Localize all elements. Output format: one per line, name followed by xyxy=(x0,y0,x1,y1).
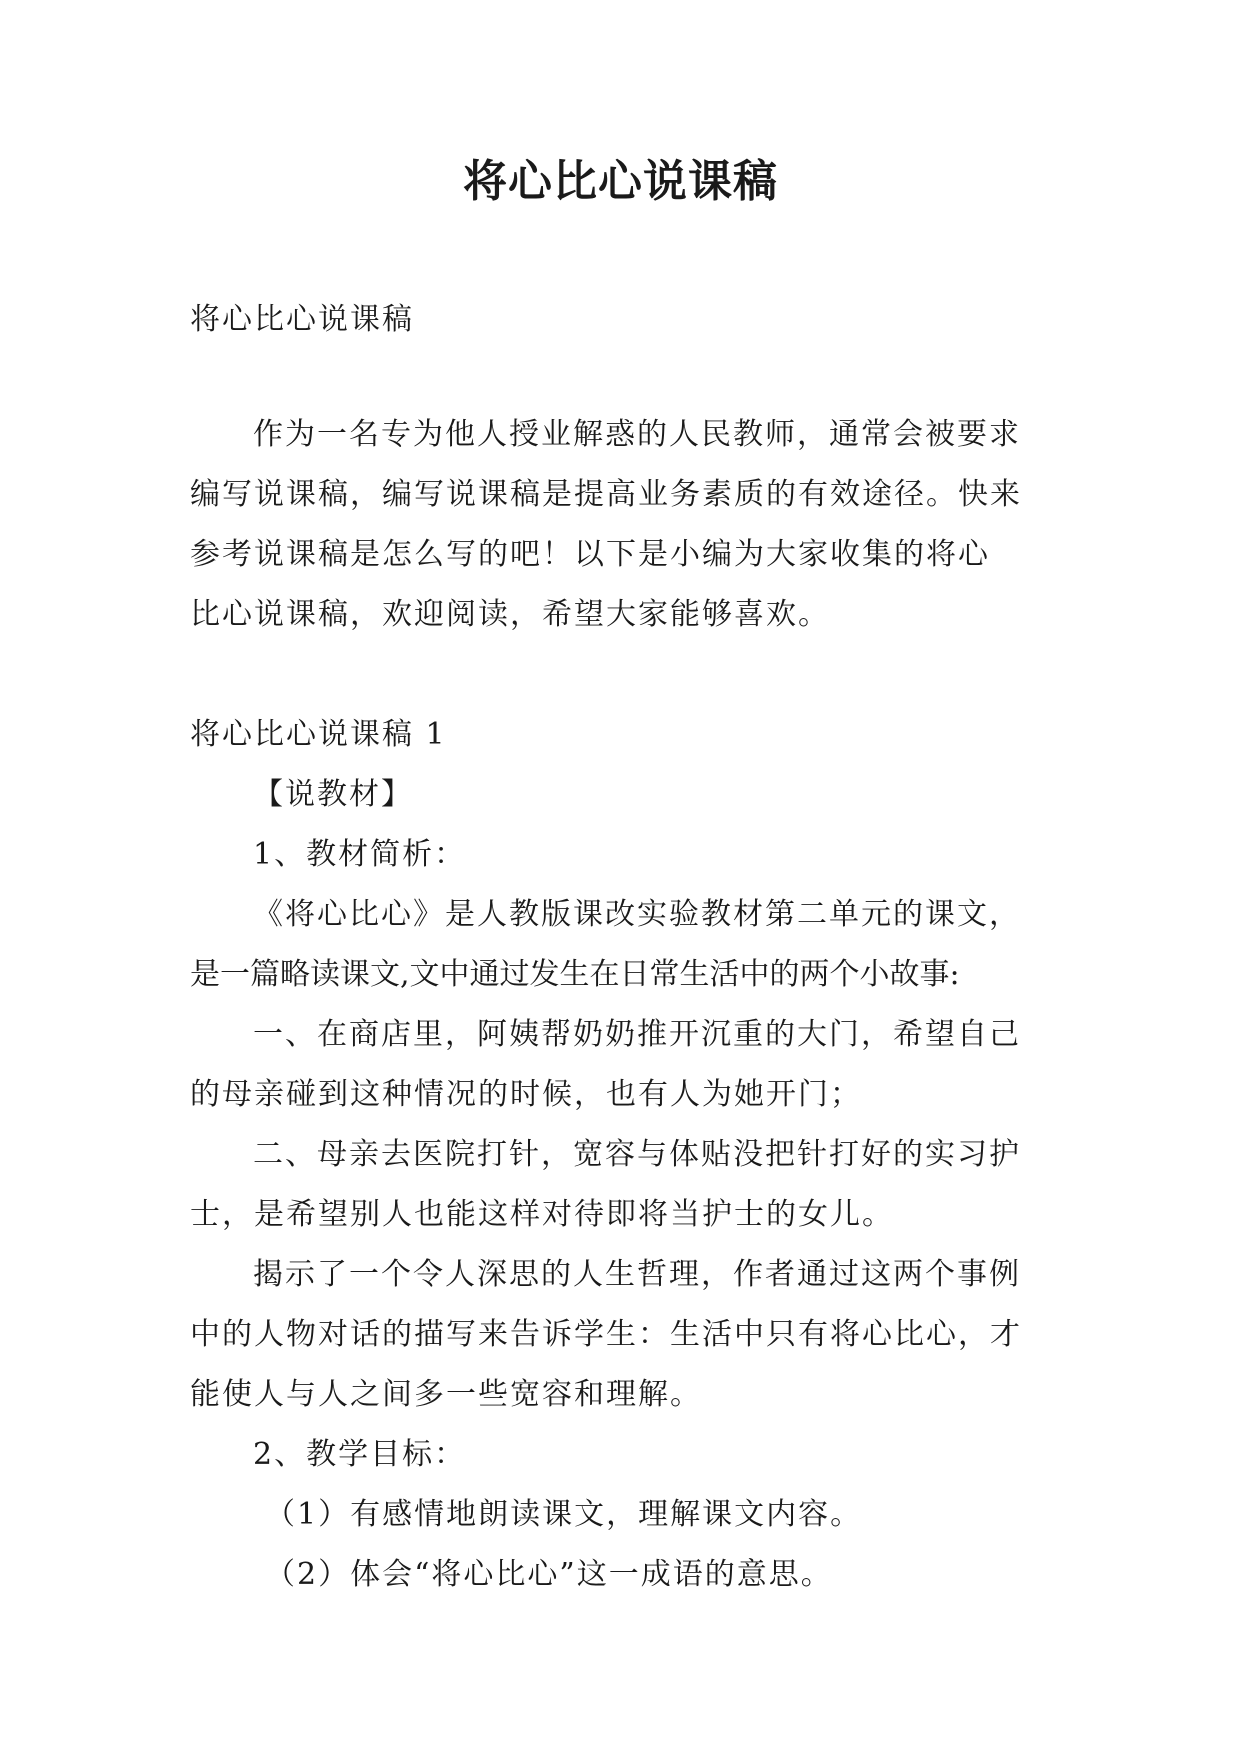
intro-paragraph xyxy=(190,405,1065,645)
item2-heading: 2、教学目标： xyxy=(253,1437,467,1472)
section-label: 【说教材】 xyxy=(253,777,413,812)
goal-1: （1）有感情地朗读课文，理解课文内容。 xyxy=(265,1497,863,1532)
intro-line-1: 作为一名专为他人授业解惑的人民教师，通常会被要求 xyxy=(253,417,1021,452)
conclusion-line-2: 中的人物对话的描写来告诉学生：生活中只有将心比心，才 xyxy=(190,1317,1022,1352)
section-heading: 将心比心说课稿 1 xyxy=(190,717,447,752)
goal-2: （2）体会“将心比心”这一成语的意思。 xyxy=(265,1557,833,1592)
conclusion-line-3: 能使人与人之间多一些宽容和理解。 xyxy=(190,1377,702,1412)
document-body xyxy=(190,290,1065,1605)
story1-line-2: 的母亲碰到这种情况的时候，也有人为她开门； xyxy=(190,1077,862,1112)
intro-line-3: 参考说课稿是怎么写的吧！以下是小编为大家收集的将心 xyxy=(190,537,990,572)
item1-line-1: 《将心比心》是人教版课改实验教材第二单元的课文， xyxy=(253,897,1021,932)
item1-line-2: 是一篇略读课文,文中通过发生在日常生活中的两个小故事: xyxy=(190,957,960,992)
story2-line-2: 士，是希望别人也能这样对待即将当护士的女儿。 xyxy=(190,1197,894,1232)
story1-line-1: 一、在商店里，阿姨帮奶奶推开沉重的大门，希望自己 xyxy=(253,1017,1021,1052)
document-title: 将心比心说课稿 xyxy=(463,156,778,207)
conclusion-line-1: 揭示了一个令人深思的人生哲理，作者通过这两个事例 xyxy=(253,1257,1021,1292)
item1-heading: 1、教材简析： xyxy=(253,837,467,872)
intro-line-4: 比心说课稿，欢迎阅读，希望大家能够喜欢。 xyxy=(190,597,830,632)
intro-line-2: 编写说课稿，编写说课稿是提高业务素质的有效途径。快来 xyxy=(190,477,1022,512)
story2-line-1: 二、母亲去医院打针，宽容与体贴没把针打好的实习护 xyxy=(253,1137,1021,1172)
subtitle: 将心比心说课稿 xyxy=(190,302,414,337)
